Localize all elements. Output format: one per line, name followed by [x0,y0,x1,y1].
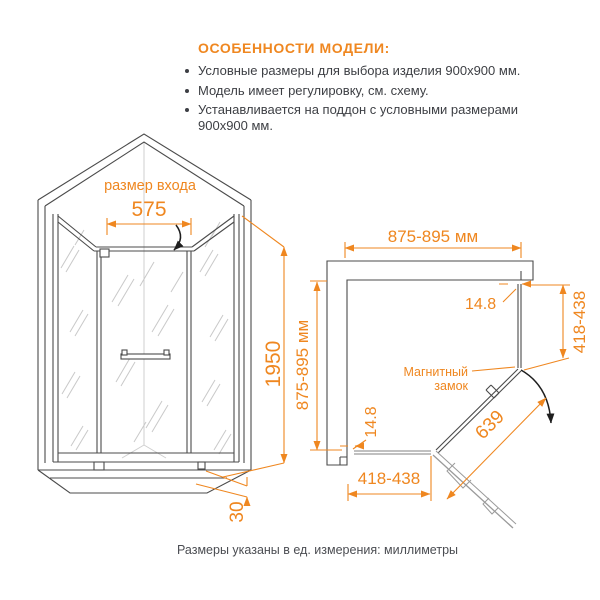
magnet-lock-label-line2: замок [434,379,468,393]
right-panel-range-value: 418-438 [570,290,589,354]
front-view-dimensions [104,178,285,523]
bottom-glass-panel [354,451,431,454]
door-handle-open [447,463,498,514]
bottom-adjust-value: 14.8 [363,406,380,438]
left-depth-ext-lines [310,281,342,450]
door-top-hinge [100,249,109,257]
door-swing-arc-arrow [521,370,551,423]
top-view-drawing [293,227,589,528]
feature-text: Устанавливается на поддон с условными размерами 900x900 мм. [198,102,519,133]
bottom-panel-range-value: 418-438 [357,469,421,488]
glass-hatch-marks [61,222,231,454]
feature-text: Условные размеры для выбора изделия 900x900 мм. [198,63,521,78]
side-glass-top-edges [58,216,234,251]
door-width-value: 639 [471,406,509,444]
bottom-adjust-leader [353,440,366,449]
magnet-lock-leader [472,367,515,371]
height-value: 1950 [262,340,285,388]
top-width-value: 875-895 мм [387,227,479,246]
feature-text: Модель имеет регулировку, см. схему. [198,82,429,98]
left-depth-value: 875-895 мм [293,319,312,411]
top-adjust-value: 14.8 [465,296,497,313]
entrance-size-label: размер входа [104,178,196,194]
magnet-lock-label-line1: Магнитный [403,365,468,379]
door-open [433,451,516,528]
door-handle [121,350,170,359]
magnet-bottom-bracket [198,462,205,469]
wall-profiles [327,261,533,465]
top-view-dimensions [293,227,589,501]
features-heading: ОСОБЕННОСТИ МОДЕЛИ: [198,40,390,56]
top-adjust-leader [503,289,516,302]
front-view-drawing [38,134,285,523]
bottom-frame [53,453,239,462]
right-glass-panel [518,284,521,368]
tray-height-value: 30 [227,501,248,523]
door-bottom-hinge [94,462,104,470]
entrance-width-value: 575 [131,198,167,221]
units-note: Размеры указаны в ед. измерения: миллиметры [177,543,458,557]
door-swing-arrow [174,225,181,250]
door-handle-closed [486,385,499,398]
